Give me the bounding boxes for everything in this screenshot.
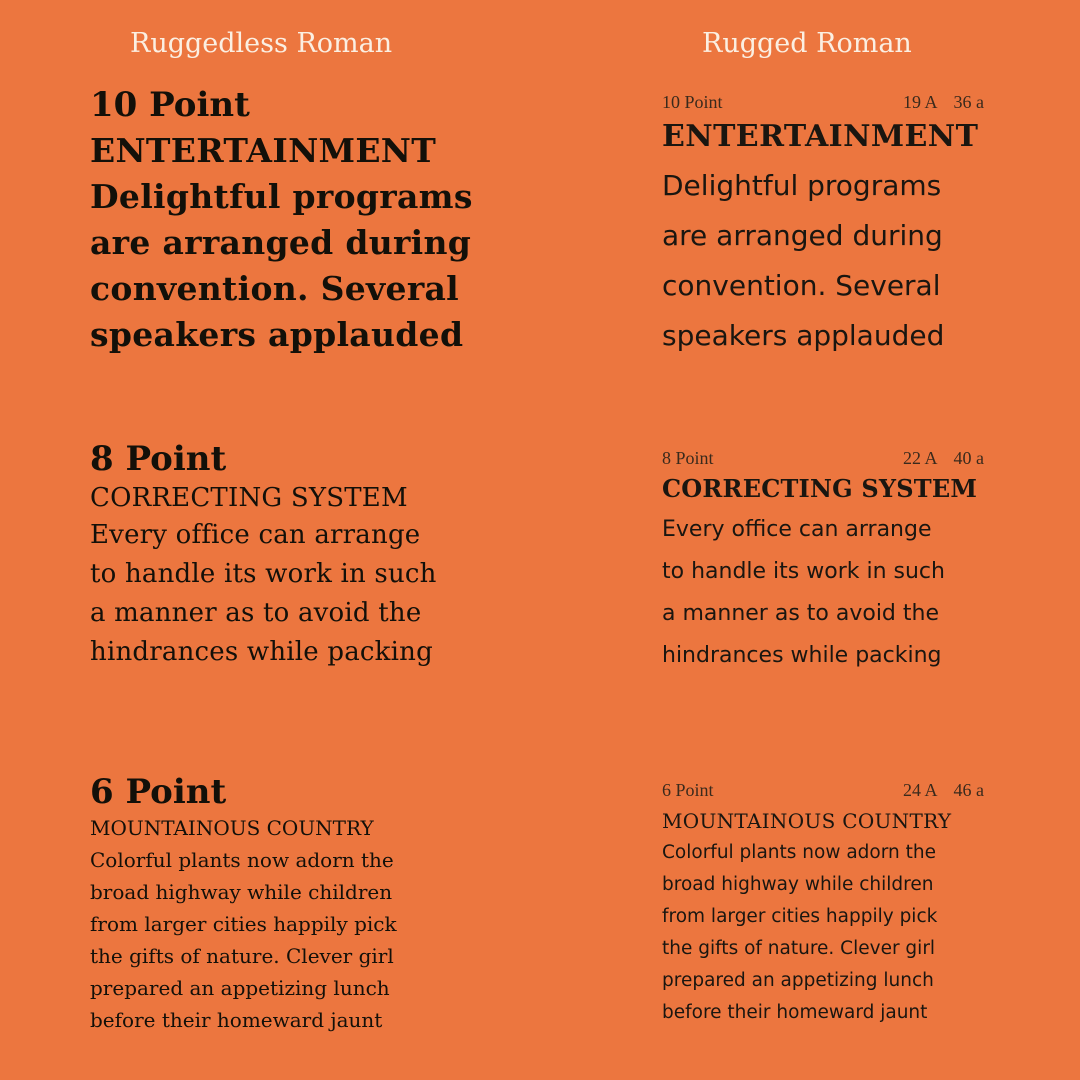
specimen-line: Every office can arrange: [90, 520, 421, 550]
specimen-line: from larger cities happily pick: [90, 912, 397, 936]
specimen-heading: MOUNTAINOUS COUNTRY: [90, 816, 374, 840]
ruggedless-roman-title: Ruggedless Roman: [130, 28, 393, 59]
specimen-line: a manner as to avoid the: [662, 601, 939, 626]
specimen-line: are arranged during: [662, 219, 943, 252]
size-label: 8 Point: [662, 448, 714, 468]
lowercase-count: 36 a: [953, 92, 984, 112]
specimen-line: hindrances while packing: [90, 637, 433, 667]
size-label: 6 Point: [90, 772, 227, 812]
size-label: 6 Point: [662, 780, 714, 800]
specimen-line: convention. Several: [662, 269, 941, 302]
font-count-row: [662, 780, 984, 801]
specimen-line: to handle its work in such: [662, 559, 945, 584]
specimen-line: Colorful plants now adorn the: [662, 842, 936, 863]
caps-count: 24 A: [902, 780, 938, 800]
size-label: 10 Point: [90, 85, 250, 125]
specimen-line: broad highway while children: [662, 874, 934, 895]
specimen-line: a manner as to avoid the: [90, 598, 422, 628]
specimen-line: Colorful plants now adorn the: [90, 848, 394, 872]
specimen-line: Delightful programs: [90, 177, 473, 216]
specimen-heading: MOUNTAINOUS COUNTRY: [662, 809, 952, 833]
size-label: 8 Point: [90, 439, 227, 479]
specimen-line: broad highway while children: [90, 880, 393, 904]
specimen-heading: ENTERTAINMENT: [662, 119, 979, 154]
specimen-line: prepared an appetizing lunch: [90, 976, 390, 1000]
left-10pt-specimen: [90, 82, 473, 358]
size-label: 10 Point: [662, 92, 723, 112]
font-count-row: [662, 92, 984, 113]
specimen-heading: ENTERTAINMENT: [90, 131, 437, 170]
specimen-line: the gifts of nature. Clever girl: [662, 938, 936, 959]
left-8pt-specimen: [90, 438, 437, 672]
specimen-line: to handle its work in such: [90, 559, 437, 589]
caps-count: 19 A: [902, 92, 938, 112]
lowercase-count: 40 a: [953, 448, 984, 468]
specimen-line: prepared an appetizing lunch: [662, 970, 934, 991]
right-8pt-specimen: [662, 448, 984, 677]
specimen-line: speakers applauded: [90, 315, 464, 354]
specimen-heading: CORRECTING SYSTEM: [662, 474, 978, 503]
specimen-line: from larger cities happily pick: [662, 906, 938, 927]
specimen-line: before their homeward jaunt: [662, 1002, 928, 1023]
specimen-line: speakers applauded: [662, 319, 945, 352]
specimen-line: are arranged during: [90, 223, 472, 262]
lowercase-count: 46 a: [953, 780, 984, 800]
specimen-heading: CORRECTING SYSTEM: [90, 483, 408, 513]
caps-count: 22 A: [902, 448, 938, 468]
specimen-line: the gifts of nature. Clever girl: [90, 944, 394, 968]
font-count-row: [662, 448, 984, 469]
rugged-roman-title: Rugged Roman: [702, 28, 912, 59]
specimen-line: hindrances while packing: [662, 643, 942, 668]
specimen-line: Every office can arrange: [662, 517, 932, 542]
specimen-line: Delightful programs: [662, 169, 942, 202]
specimen-line: convention. Several: [90, 269, 460, 308]
right-10pt-specimen: [662, 92, 984, 361]
specimen-line: before their homeward jaunt: [90, 1008, 383, 1032]
right-6pt-specimen: [662, 780, 984, 1029]
left-6pt-specimen: [90, 772, 397, 1036]
